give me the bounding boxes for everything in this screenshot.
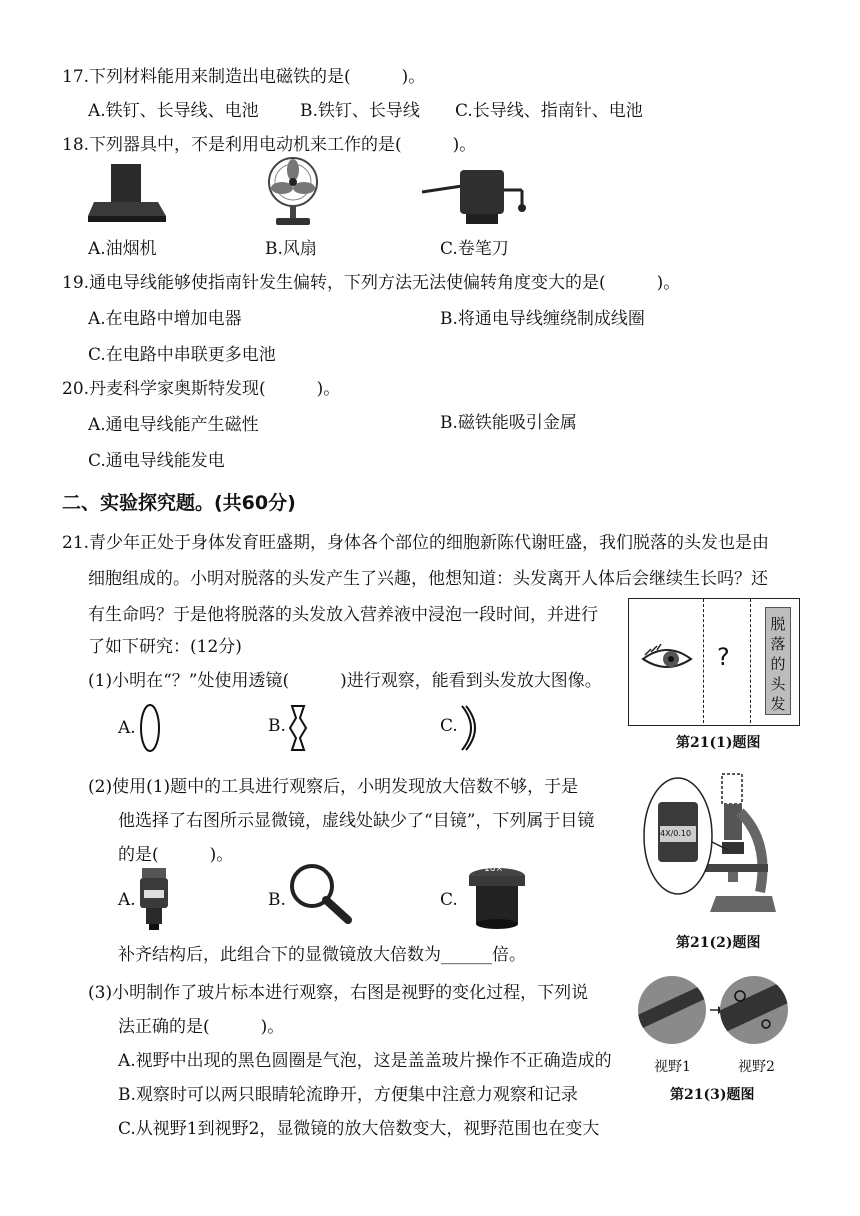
q21-line3: 有生命吗？于是他将脱落的头发放入营养液中浸泡一段时间，并进行 — [88, 605, 598, 625]
q21-2-stem-2: 他选择了右图所示显微镜，虚线处缺少了“目镜”，下列属于目镜 — [118, 811, 595, 831]
fan-image — [262, 156, 324, 228]
q21-2-option-a: A. — [118, 890, 136, 910]
q21-3-stem-1: (3)小明制作了玻片标本进行观察，右图是视野的变化过程，下列说 — [88, 983, 589, 1003]
figure-21-3-caption: 第21(3)题图 — [670, 1087, 755, 1103]
q20-option-a: A.通电导线能产生磁性 — [88, 415, 259, 435]
q18-option-b: B.风扇 — [265, 239, 317, 259]
q21-2-stem-3: 的是( )。 — [118, 845, 234, 865]
q17-stem: 17.下列材料能用来制造出电磁铁的是( )。 — [62, 67, 426, 87]
q21-line2: 细胞组成的。小明对脱落的头发产生了兴趣，他想知道：头发离开人体后会继续生长吗？还 — [88, 569, 768, 589]
meniscus-lens-icon — [458, 702, 482, 754]
q21-1-option-c: C. — [440, 716, 458, 736]
pencil-sharpener-image — [420, 162, 530, 228]
concave-lens-icon — [286, 702, 310, 754]
q21-3-option-b: B.观察时可以两只眼睛轮流睁开，方便集中注意力观察和记录 — [118, 1085, 578, 1105]
q19-option-b: B.将通电导线缠绕制成线圈 — [440, 309, 645, 329]
q20-stem: 20.丹麦科学家奥斯特发现( )。 — [62, 379, 341, 399]
q21-2-option-b: B. — [268, 890, 286, 910]
q17-option-c: C.长导线、指南针、电池 — [455, 101, 643, 121]
q19-stem: 19.通电导线能够使指南针发生偏转，下列方法无法使偏转角度变大的是( )。 — [62, 273, 681, 293]
view-2-label: 视野2 — [738, 1059, 775, 1075]
figure-21-2-caption: 第21(2)题图 — [676, 935, 761, 951]
question-mark: ? — [717, 643, 730, 671]
figure-21-1-caption: 第21(1)题图 — [676, 735, 761, 751]
q21-3-stem-2: 法正确的是( )。 — [118, 1017, 285, 1037]
eye-icon — [641, 639, 693, 679]
convex-lens-icon — [138, 702, 162, 754]
q21-2-option-c: C. — [440, 890, 458, 910]
section-heading: 二、实验探究题。(共60分) — [62, 492, 296, 514]
q21-1-option-a: A. — [118, 718, 136, 738]
q20-option-b: B.磁铁能吸引金属 — [440, 413, 577, 433]
q17-option-a: A.铁钉、长导线、电池 — [88, 101, 259, 121]
q20-option-c: C.通电导线能发电 — [88, 451, 225, 471]
eyepiece-image — [466, 866, 528, 930]
q17-option-b: B.铁钉、长导线 — [300, 101, 420, 121]
objective-lens-image — [138, 866, 170, 932]
q18-stem: 18.下列器具中，不是利用电动机来工作的是( )。 — [62, 135, 477, 155]
q21-line4: 了如下研究：(12分) — [88, 637, 242, 657]
q18-option-a: A.油烟机 — [88, 239, 157, 259]
q19-option-c: C.在电路中串联更多电池 — [88, 345, 276, 365]
q21-3-option-c: C.从视野1到视野2，显微镜的放大倍数变大，视野范围也在变大 — [118, 1119, 600, 1139]
figure-21-1 — [628, 598, 800, 726]
range-hood-image — [86, 162, 168, 226]
hair-label: 脱落的头发 — [765, 607, 791, 715]
q21-1-option-b: B. — [268, 716, 286, 736]
objective-marking: 4X/0.10 — [660, 829, 692, 838]
q21-2-stem-1: (2)使用(1)题中的工具进行观察后，小明发现放大倍数不够，于是 — [88, 777, 579, 797]
field-of-view-images — [636, 972, 790, 1048]
q21-3-option-a: A.视野中出现的黑色圆圈是气泡，这是盖盖玻片操作不正确造成的 — [118, 1051, 612, 1071]
q19-option-a: A.在电路中增加电器 — [88, 309, 242, 329]
q21-2-fill-blank: 补齐结构后，此组合下的显微镜放大倍数为______倍。 — [118, 945, 526, 965]
q18-option-c: C.卷笔刀 — [440, 239, 509, 259]
view-1-label: 视野1 — [654, 1059, 691, 1075]
q21-1-stem: (1)小明在“？”处使用透镜( )进行观察，能看到头发放大图像。 — [88, 671, 602, 691]
magnifier-icon — [286, 862, 356, 926]
microscope-image — [640, 772, 780, 922]
eyepiece-marking: 16× — [484, 864, 503, 874]
q21-line1: 21.青少年正处于身体发育旺盛期，身体各个部位的细胞新陈代谢旺盛，我们脱落的头发也是由 — [62, 533, 770, 553]
